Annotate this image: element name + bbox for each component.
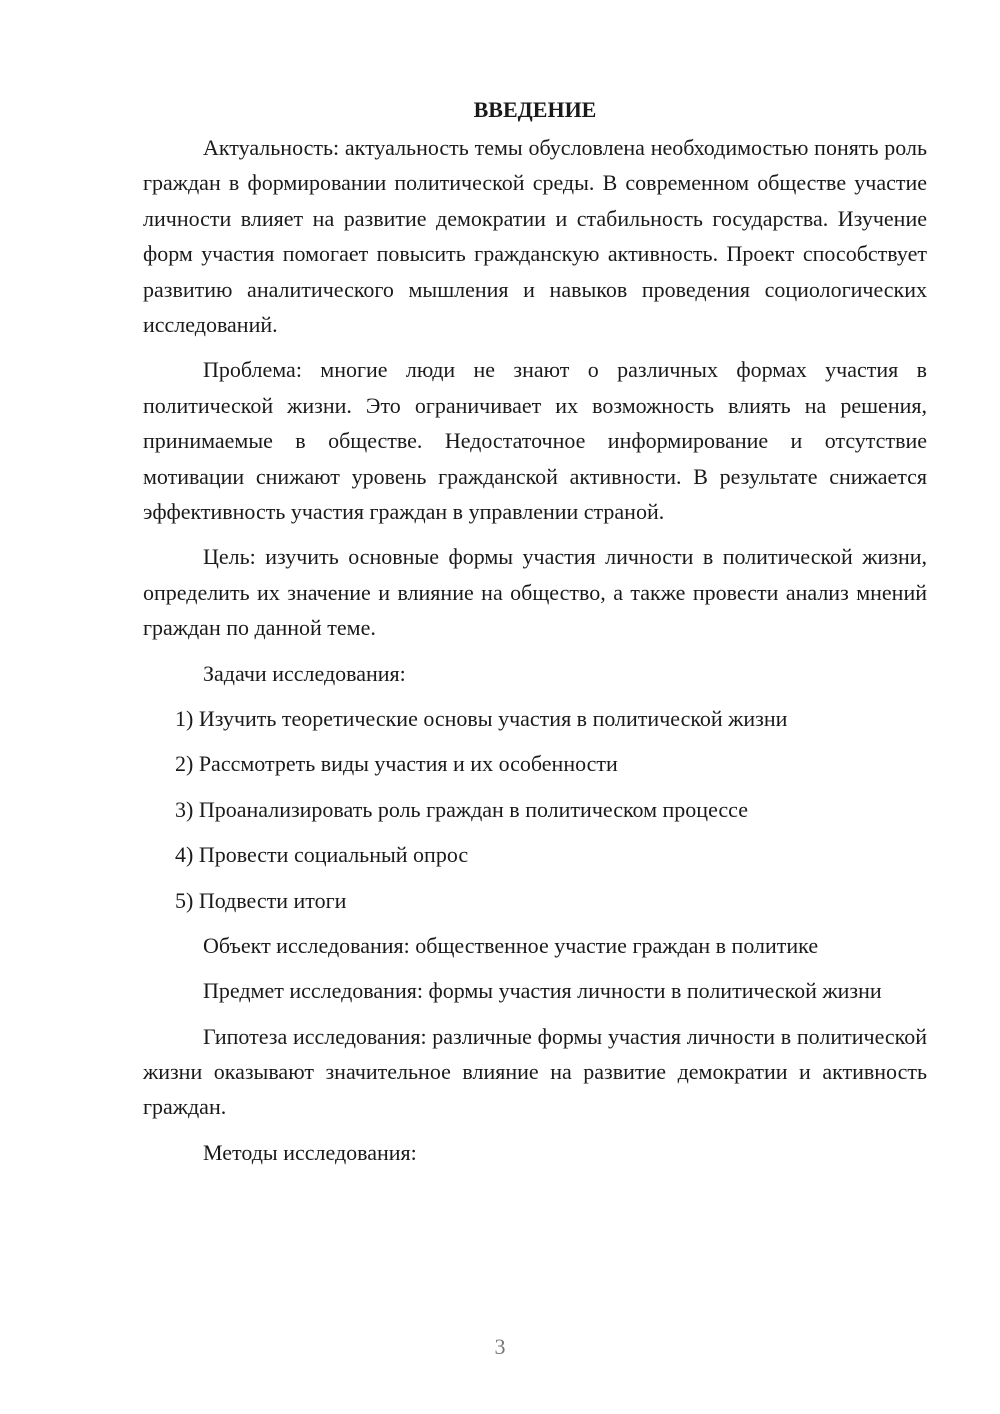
- list-item: 3) Проанализировать роль граждан в политическом процессе: [175, 796, 748, 822]
- hypothesis-paragraph: Гипотеза исследования: различные формы участия личности в политической жизни оказывают значительное влияние на развитие демократии и активность граждан.: [143, 1023, 927, 1120]
- list-item: 2) Рассмотреть виды участия и их особенности: [175, 751, 618, 777]
- list-item: 5) Подвести итоги: [175, 887, 347, 913]
- object-paragraph: Объект исследования: общественное участие граждан в политике: [203, 933, 819, 959]
- list-item: 4) Провести социальный опрос: [175, 842, 469, 868]
- list-item: 1) Изучить теоретические основы участия в политической жизни: [175, 705, 788, 731]
- relevance-paragraph: Актуальность: актуальность темы обусловлена необходимостью понять роль граждан в формировании политической среды. В современном обществе участие личности влияет на развитие демократии и стабильность государства. Изучение форм участия помогает повысить гражданскую активность. Проект способствует развитию аналитического мышления и навыков проведения социологических исследований.: [143, 135, 927, 338]
- methods-heading: Методы исследования:: [203, 1139, 417, 1165]
- tasks-list: [143, 701, 927, 918]
- tasks-heading: Задачи исследования:: [203, 660, 406, 686]
- goal-paragraph: Цель: изучить основные формы участия личности в политической жизни, определить их значение и влияние на общество, а также провести анализ мнений граждан по данной теме.: [143, 544, 927, 641]
- subject-paragraph: Предмет исследования: формы участия личности в политической жизни: [203, 978, 882, 1004]
- page-number: 3: [494, 1334, 506, 1359]
- page-content: [143, 92, 927, 1180]
- section-title: ВВЕДЕНИЕ: [473, 97, 597, 122]
- problem-paragraph: Проблема: многие люди не знают о различных формах участия в политической жизни. Это ограничивает их возможность влиять на решения, принимаемые в обществе. Недостаточное информирование и отсутствие мотивации снижают уровень гражданской активности. В результате снижается эффективность участия граждан в управлении страной.: [143, 357, 927, 525]
